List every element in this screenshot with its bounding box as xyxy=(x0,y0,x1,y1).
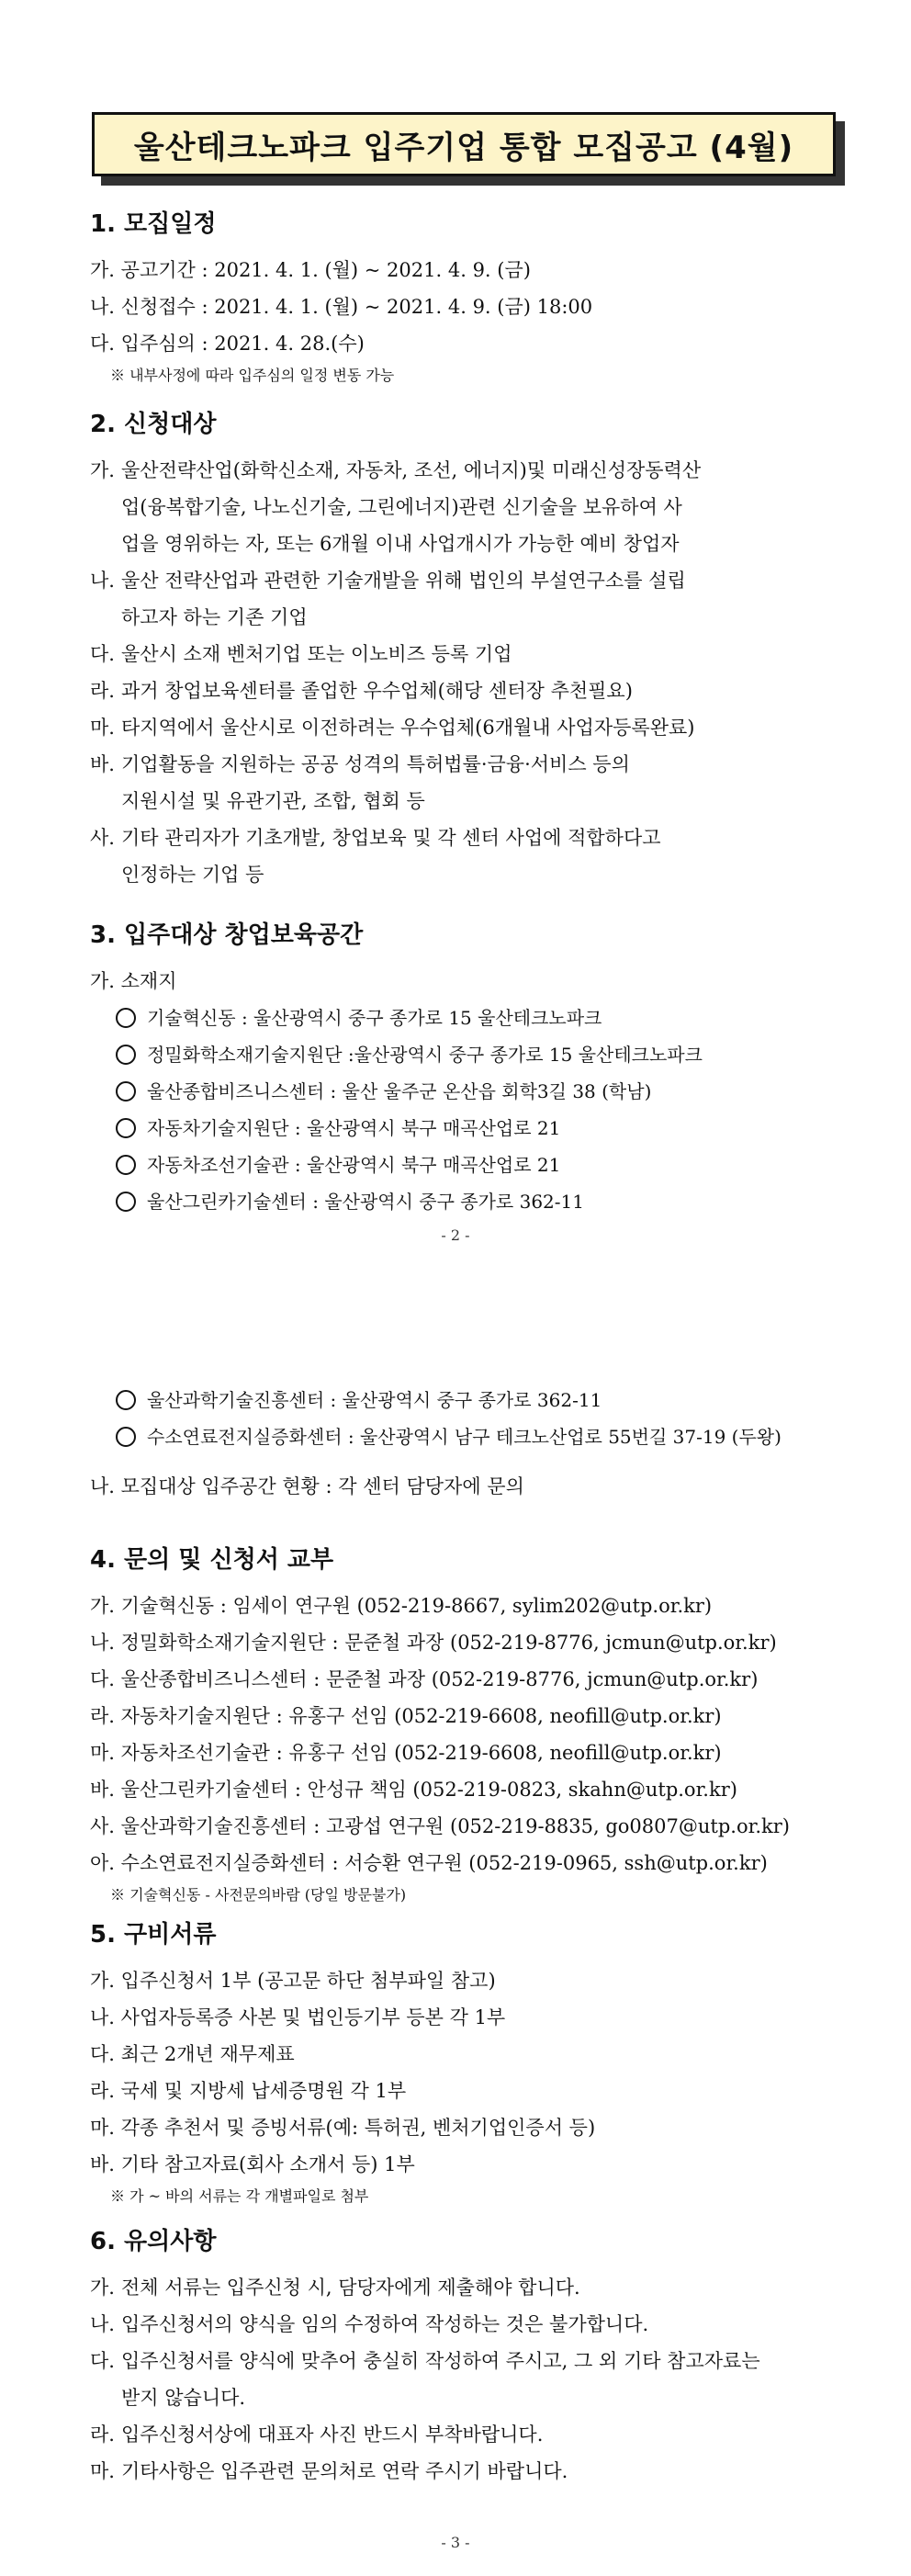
section-heading: 5. 구비서류 xyxy=(90,1921,217,1949)
note: ※ 가 ~ 바의 서류는 각 개별파일로 첨부 xyxy=(110,2187,369,2205)
item-marker: 가. xyxy=(90,459,115,481)
item-marker: 나. xyxy=(90,2313,115,2335)
item-text: 업을 영위하는 자, 또는 6개월 이내 사업개시가 가능한 예비 창업자 xyxy=(121,533,680,555)
item-marker: 마. xyxy=(90,2460,115,2482)
item-text: 하고자 하는 기존 기업 xyxy=(121,606,308,628)
item-marker: 라. xyxy=(90,1705,115,1727)
section-heading: 1. 모집일정 xyxy=(90,210,217,238)
item-text: 신청접수 : 2021. 4. 1. (월) ~ 2021. 4. 9. (금) 18:00 xyxy=(120,296,593,318)
item-text: 정밀화학소재기술지원단 : 문준철 과장 (052-219-8776, jcmun@utp.or.kr) xyxy=(120,1632,777,1654)
contact-item xyxy=(90,1771,843,1808)
item-marker: 가. xyxy=(90,1595,115,1617)
item-marker: 나. xyxy=(90,570,115,592)
circle-bullet-icon xyxy=(116,1192,136,1212)
item-marker: 다. xyxy=(90,333,115,355)
item-text: 사업자등록증 사본 및 법인등기부 등본 각 1부 xyxy=(120,2006,506,2028)
section-heading: 2. 신청대상 xyxy=(90,411,217,438)
item-marker: 사. xyxy=(90,1815,115,1837)
item-marker: 나. xyxy=(90,296,115,318)
item-marker: 마. xyxy=(90,2117,115,2139)
item-text: 기타 참고자료(회사 소개서 등) 1부 xyxy=(120,2153,415,2175)
page-number: - 2 - xyxy=(441,1226,470,1244)
list-item xyxy=(90,2146,843,2183)
circle-bullet-icon xyxy=(116,1427,136,1447)
item-marker: 라. xyxy=(90,2423,115,2446)
section-incubation-space xyxy=(90,919,843,1220)
location-item xyxy=(90,1382,843,1418)
item-marker: 라. xyxy=(90,2080,115,2102)
item-marker: 바. xyxy=(90,753,115,775)
item-marker: 다. xyxy=(90,2350,115,2372)
list-item xyxy=(90,2416,843,2453)
item-text: 자동차기술지원단 : 유홍구 선임 (052-219-6608, neofill@utp.or.kr) xyxy=(120,1705,722,1727)
section-precautions xyxy=(90,2225,843,2490)
location-text: 울산과학기술진흥센터 : 울산광역시 중구 종가로 362-11 xyxy=(147,1389,602,1411)
location-item xyxy=(90,1000,843,1036)
item-marker: 바. xyxy=(90,1779,115,1801)
location-item xyxy=(90,1147,843,1183)
item-marker: 사. xyxy=(90,827,115,849)
item-text: 입주신청서상에 대표자 사진 반드시 부착바랍니다. xyxy=(121,2423,544,2446)
contact-item xyxy=(90,1698,843,1734)
list-item xyxy=(90,2343,843,2416)
list-item xyxy=(90,2073,843,2109)
item-marker: 마. xyxy=(90,1742,115,1764)
sub-heading: 나. 모집대상 입주공간 현황 : 각 센터 담당자에 문의 xyxy=(90,1475,524,1497)
location-item xyxy=(90,1110,843,1147)
list-item xyxy=(90,288,843,325)
contact-item xyxy=(90,1661,843,1698)
item-marker: 다. xyxy=(90,643,115,665)
location-text: 자동차기술지원단 : 울산광역시 북구 매곡산업로 21 xyxy=(147,1117,561,1139)
list-item xyxy=(90,2453,843,2490)
contact-item xyxy=(90,1734,843,1771)
item-text: 울산과학기술진흥센터 : 고광섭 연구원 (052-219-8835, go0807@utp.or.kr) xyxy=(120,1815,790,1837)
list-item xyxy=(90,636,843,672)
item-marker: 라. xyxy=(90,680,115,702)
list-item xyxy=(90,325,843,362)
location-item xyxy=(90,1073,843,1110)
list-item xyxy=(90,1999,843,2036)
item-text: 울산 전략산업과 관련한 기술개발을 위해 법인의 부설연구소를 설립 xyxy=(121,570,686,592)
location-item xyxy=(90,1183,843,1220)
item-text: 기타 관리자가 기초개발, 창업보육 및 각 센터 사업에 적합하다고 xyxy=(121,827,661,849)
list-item xyxy=(90,709,843,746)
item-marker: 가. xyxy=(90,1970,115,1992)
section-heading: 4. 문의 및 신청서 교부 xyxy=(90,1546,334,1574)
list-item xyxy=(90,2036,843,2073)
location-item xyxy=(90,1036,843,1073)
item-marker: 나. xyxy=(90,1632,115,1654)
item-marker: 가. xyxy=(90,259,115,281)
item-text: 입주심의 : 2021. 4. 28.(수) xyxy=(120,333,365,355)
section-documents xyxy=(90,1918,843,2210)
circle-bullet-icon xyxy=(116,1155,136,1175)
location-text: 기술혁신동 : 울산광역시 중구 종가로 15 울산테크노파크 xyxy=(147,1007,602,1029)
location-text: 자동차조선기술관 : 울산광역시 북구 매곡산업로 21 xyxy=(147,1154,561,1176)
location-item xyxy=(90,1418,843,1455)
item-text: 수소연료전지실증화센터 : 서승환 연구원 (052-219-0965, ssh@utp.or.kr) xyxy=(120,1852,768,1874)
item-marker: 가. xyxy=(90,2277,115,2299)
location-text: 수소연료전지실증화센터 : 울산광역시 남구 테크노산업로 55번길 37-19 (두왕) xyxy=(147,1426,782,1448)
list-item xyxy=(90,2306,843,2343)
item-marker: 바. xyxy=(90,2153,115,2175)
location-text: 울산그린카기술센터 : 울산광역시 중구 종가로 362-11 xyxy=(147,1191,584,1213)
document-page-2 xyxy=(0,0,911,1251)
item-text: 기타사항은 입주관련 문의처로 연락 주시기 바랍니다. xyxy=(121,2460,568,2482)
item-text: 각종 추천서 및 증빙서류(예: 특허권, 벤처기업인증서 등) xyxy=(120,2117,596,2139)
item-text: 입주신청서의 양식을 임의 수정하여 작성하는 것은 불가합니다. xyxy=(121,2313,649,2335)
item-text: 전체 서류는 입주신청 시, 담당자에게 제출해야 합니다. xyxy=(121,2277,580,2299)
item-text: 타지역에서 울산시로 이전하려는 우수업체(6개월내 사업자등록완료) xyxy=(121,717,695,739)
page-number: - 3 - xyxy=(441,2534,470,2551)
list-item xyxy=(90,562,843,636)
contact-item xyxy=(90,1808,843,1845)
item-text: 최근 2개년 재무제표 xyxy=(120,2043,295,2065)
location-text: 정밀화학소재기술지원단 :울산광역시 중구 종가로 15 울산테크노파크 xyxy=(147,1044,703,1066)
list-item xyxy=(90,746,843,819)
item-text: 공고기간 : 2021. 4. 1. (월) ~ 2021. 4. 9. (금) xyxy=(120,259,531,281)
page-title: 울산테크노파크 입주기업 통합 모집공고 (4월) xyxy=(92,112,836,176)
item-text: 기업활동을 지원하는 공공 성격의 특허법률·금융·서비스 등의 xyxy=(121,753,630,775)
list-item xyxy=(90,252,843,288)
location-text: 울산종합비즈니스센터 : 울산 울주군 온산읍 회학3길 38 (학남) xyxy=(147,1080,652,1102)
item-text: 입주신청서 1부 (공고문 하단 첨부파일 참고) xyxy=(120,1970,496,1992)
contact-item xyxy=(90,1845,843,1881)
item-text: 국세 및 지방세 납세증명원 각 1부 xyxy=(120,2080,407,2102)
list-item xyxy=(90,452,843,562)
item-text: 자동차조선기술관 : 유홍구 선임 (052-219-6608, neofill@utp.or.kr) xyxy=(120,1742,722,1764)
item-text: 기술혁신동 : 임세이 연구원 (052-219-8667, sylim202@utp.or.kr) xyxy=(120,1595,713,1617)
note: ※ 내부사정에 따라 입주심의 일정 변동 가능 xyxy=(110,367,395,384)
circle-bullet-icon xyxy=(116,1008,136,1028)
item-text: 인정하는 기업 등 xyxy=(121,864,264,886)
item-text: 울산시 소재 벤처기업 또는 이노비즈 등록 기업 xyxy=(121,643,512,665)
item-marker: 아. xyxy=(90,1852,115,1874)
section-contacts xyxy=(90,1543,843,1909)
item-marker: 다. xyxy=(90,1668,115,1690)
list-item xyxy=(90,2109,843,2146)
item-text: 과거 창업보육센터를 졸업한 우수업체(해당 센터장 추천필요) xyxy=(121,680,633,702)
sub-heading: 가. 소재지 xyxy=(90,970,177,992)
item-marker: 마. xyxy=(90,717,115,739)
circle-bullet-icon xyxy=(116,1081,136,1102)
circle-bullet-icon xyxy=(116,1390,136,1410)
circle-bullet-icon xyxy=(116,1045,136,1065)
document-page-3 xyxy=(0,1251,911,2576)
list-item xyxy=(90,2269,843,2306)
item-marker: 나. xyxy=(90,2006,115,2028)
contact-item xyxy=(90,1624,843,1661)
title-banner xyxy=(92,112,845,186)
list-item xyxy=(90,672,843,709)
list-item xyxy=(90,1962,843,1999)
item-text: 울산종합비즈니스센터 : 문준철 과장 (052-219-8776, jcmun@utp.or.kr) xyxy=(120,1668,759,1690)
section-eligibility xyxy=(90,408,843,893)
contact-item xyxy=(90,1587,843,1624)
circle-bullet-icon xyxy=(116,1118,136,1138)
item-text: 입주신청서를 양식에 맞추어 충실히 작성하여 주시고, 그 외 기타 참고자료는 xyxy=(121,2350,760,2372)
note: ※ 기술혁신동 - 사전문의바람 (당일 방문불가) xyxy=(110,1886,407,1904)
section-heading: 6. 유의사항 xyxy=(90,2228,217,2255)
item-text: 울산전략산업(화학신소재, 자동차, 조선, 에너지)및 미래신성장동력산 xyxy=(121,459,702,481)
list-item xyxy=(90,819,843,893)
section-incubation-space-cont xyxy=(90,1382,843,1505)
item-text: 받지 않습니다. xyxy=(121,2387,246,2409)
item-text: 지원시설 및 유관기관, 조합, 협회 등 xyxy=(121,790,425,812)
item-marker: 다. xyxy=(90,2043,115,2065)
section-heading: 3. 입주대상 창업보육공간 xyxy=(90,921,364,949)
item-text: 업(융복합기술, 나노신기술, 그린에너지)관련 신기술을 보유하여 사 xyxy=(121,496,682,518)
section-schedule xyxy=(90,208,843,390)
item-text: 울산그린카기술센터 : 안성규 책임 (052-219-0823, skahn@utp.or.kr) xyxy=(120,1779,737,1801)
